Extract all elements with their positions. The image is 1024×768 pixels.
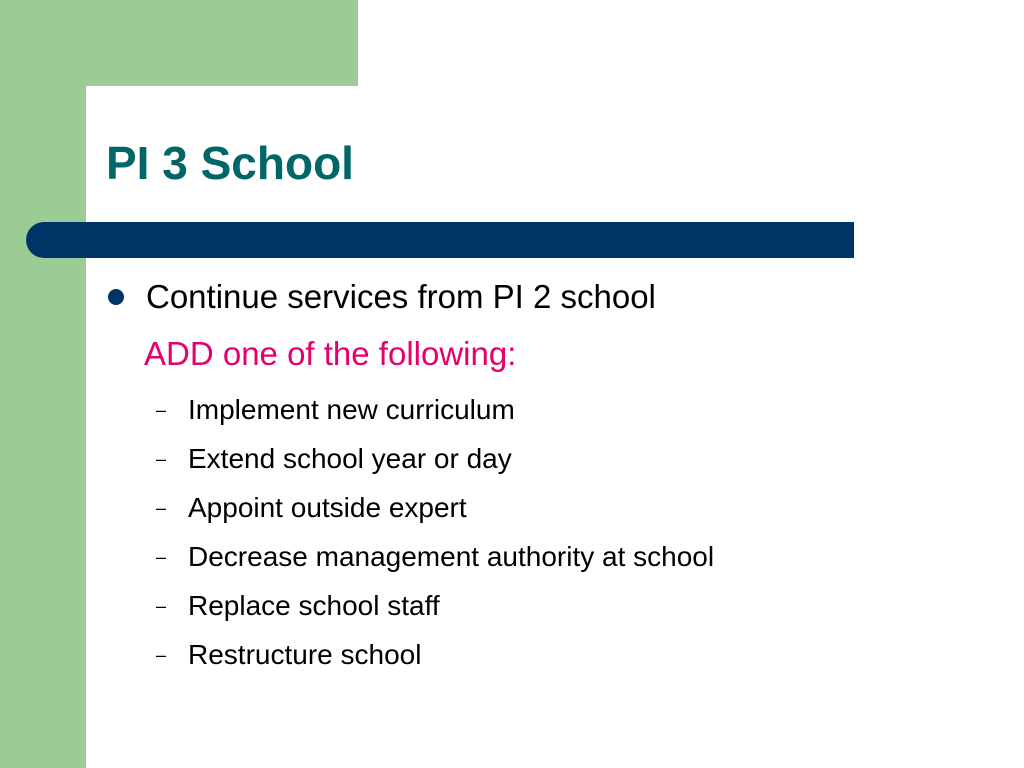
green-accent-top (0, 0, 358, 86)
sub-list-item (156, 385, 714, 434)
sub-list-item (156, 532, 714, 581)
bullet-text: Continue services from PI 2 school (146, 278, 656, 315)
dash-marker: – (156, 546, 167, 567)
dash-marker: – (156, 448, 167, 469)
sub-item-text: Appoint outside expert (188, 491, 467, 523)
sub-list-item (156, 483, 714, 532)
sub-list-item (156, 434, 714, 483)
title-underline-bar (26, 222, 854, 258)
slide-title: PI 3 School (106, 137, 354, 189)
dash-marker: – (156, 399, 167, 420)
bullet-dot-icon (108, 289, 124, 305)
sub-item-text: Implement new curriculum (188, 393, 515, 425)
sub-list-item (156, 630, 714, 679)
sub-item-text: Decrease management authority at school (188, 540, 715, 572)
sub-item-text: Restructure school (188, 638, 422, 670)
dash-marker: – (156, 497, 167, 518)
sub-item-text: Replace school staff (188, 589, 440, 621)
add-instruction: ADD one of the following: (144, 335, 517, 372)
sub-bullet-list (156, 385, 714, 679)
dash-marker: – (156, 595, 167, 616)
sub-item-text: Extend school year or day (188, 442, 512, 474)
green-accent-left (0, 0, 86, 768)
sub-list-item (156, 581, 714, 630)
bullet-item (106, 277, 656, 317)
dash-marker: – (156, 644, 167, 665)
